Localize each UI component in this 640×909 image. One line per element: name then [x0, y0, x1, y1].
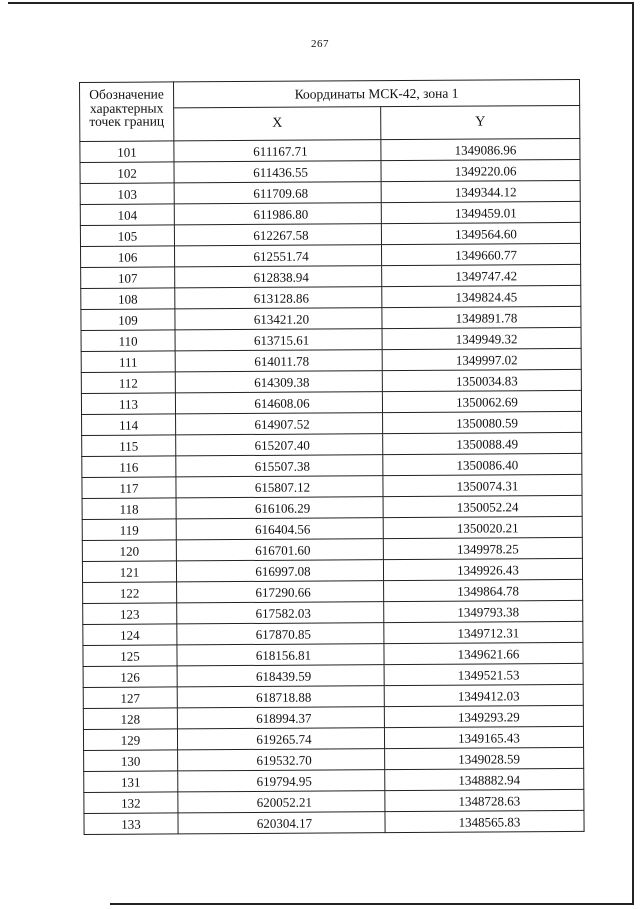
table-row [83, 621, 583, 645]
table-row [81, 390, 581, 414]
table-row [82, 537, 582, 561]
y-coordinate-cell: 1350074.31 [383, 474, 582, 496]
x-coordinate-cell: 619532.70 [178, 749, 385, 771]
table-row [81, 264, 581, 288]
table-row [80, 138, 580, 162]
x-coordinate-cell: 614309.38 [175, 371, 382, 393]
table-row [80, 159, 580, 183]
y-coordinate-cell: 1349564.60 [381, 222, 580, 244]
x-coordinate-cell: 611436.55 [174, 161, 381, 183]
table-body [80, 138, 584, 834]
point-id-cell: 120 [82, 540, 176, 562]
table-row [82, 558, 582, 582]
x-coordinate-cell: 615807.12 [176, 476, 383, 498]
point-id-cell: 101 [80, 141, 174, 163]
y-coordinate-cell: 1349028.59 [385, 747, 584, 769]
table-row [82, 495, 582, 519]
point-id-cell: 111 [81, 351, 175, 373]
table-row [81, 348, 581, 372]
point-id-cell: 125 [83, 645, 177, 667]
x-coordinate-cell: 617582.03 [177, 602, 384, 624]
x-coordinate-cell: 618718.88 [177, 686, 384, 708]
table-row [81, 369, 581, 393]
table-row [84, 747, 584, 771]
point-id-cell: 106 [81, 246, 175, 268]
table-row [84, 789, 584, 813]
y-coordinate-cell: 1349412.03 [384, 684, 583, 706]
x-coordinate-cell: 612551.74 [175, 245, 382, 267]
point-id-cell: 108 [81, 288, 175, 310]
page-number: 267 [311, 38, 329, 50]
point-id-cell: 122 [83, 582, 177, 604]
point-id-cell: 105 [80, 225, 174, 247]
x-coordinate-cell: 613715.61 [175, 329, 382, 351]
x-coordinate-cell: 611986.80 [174, 203, 381, 225]
table-row [81, 243, 581, 267]
x-coordinate-cell: 612267.58 [174, 224, 381, 246]
table-row [82, 474, 582, 498]
page-border-bottom [110, 903, 634, 905]
point-id-cell: 123 [83, 603, 177, 625]
x-coordinate-cell: 619794.95 [178, 770, 385, 792]
x-coordinate-cell: 618439.59 [177, 665, 384, 687]
y-coordinate-cell: 1350088.49 [383, 432, 582, 454]
x-coordinate-cell: 616997.08 [176, 560, 383, 582]
y-coordinate-cell: 1349220.06 [381, 159, 580, 181]
table-row [83, 705, 583, 729]
point-id-cell: 118 [82, 498, 176, 520]
table-row [81, 285, 581, 309]
page-border-right [632, 2, 634, 905]
point-id-cell: 131 [84, 771, 178, 793]
y-coordinate-cell: 1350080.59 [383, 411, 582, 433]
y-coordinate-cell: 1350034.83 [382, 369, 581, 391]
point-id-cell: 107 [81, 267, 175, 289]
point-id-cell: 130 [84, 750, 178, 772]
x-coordinate-cell: 614608.06 [175, 392, 382, 414]
page-border-top [8, 2, 632, 4]
point-id-cell: 132 [84, 792, 178, 814]
point-id-cell: 110 [81, 330, 175, 352]
x-coordinate-cell: 616404.56 [176, 518, 383, 540]
x-coordinate-cell: 619265.74 [177, 728, 384, 750]
point-id-cell: 112 [81, 372, 175, 394]
y-coordinate-cell: 1349891.78 [382, 306, 581, 328]
x-coordinate-cell: 615207.40 [176, 434, 383, 456]
table-row [84, 810, 584, 834]
table-row [83, 600, 583, 624]
point-id-cell: 119 [82, 519, 176, 541]
y-coordinate-cell: 1349521.53 [384, 663, 583, 685]
table-row [80, 222, 580, 246]
x-coordinate-cell: 611167.71 [174, 140, 381, 162]
y-coordinate-cell: 1348565.83 [385, 810, 584, 832]
x-coordinate-cell: 616701.60 [176, 539, 383, 561]
x-coordinate-cell: 616106.29 [176, 497, 383, 519]
point-id-cell: 104 [80, 204, 174, 226]
point-id-cell: 102 [80, 162, 174, 184]
y-coordinate-cell: 1350086.40 [383, 453, 582, 475]
x-coordinate-cell: 617290.66 [177, 581, 384, 603]
y-coordinate-cell: 1349926.43 [383, 558, 582, 580]
y-coordinate-cell: 1349165.43 [384, 726, 583, 748]
y-column-header: Y [381, 105, 580, 139]
table-row [82, 516, 582, 540]
y-coordinate-cell: 1349293.29 [384, 705, 583, 727]
point-id-cell: 128 [83, 708, 177, 730]
y-coordinate-cell: 1349978.25 [383, 537, 582, 559]
designation-header: Обозначение характерных точек границ [80, 82, 174, 142]
y-coordinate-cell: 1349997.02 [382, 348, 581, 370]
point-id-cell: 126 [83, 666, 177, 688]
y-coordinate-cell: 1349712.31 [384, 621, 583, 643]
x-coordinate-cell: 615507.38 [176, 455, 383, 477]
y-coordinate-cell: 1349660.77 [381, 243, 580, 265]
table-row [82, 453, 582, 477]
coordinates-system-header: Координаты МСК-42, зона 1 [174, 79, 580, 107]
table-row [82, 411, 582, 435]
x-coordinate-cell: 620052.21 [178, 791, 385, 813]
table-row [83, 684, 583, 708]
y-coordinate-cell: 1349621.66 [384, 642, 583, 664]
point-id-cell: 129 [83, 729, 177, 751]
y-coordinate-cell: 1349824.45 [382, 285, 581, 307]
x-coordinate-cell: 611709.68 [174, 182, 381, 204]
x-column-header: X [174, 107, 381, 141]
point-id-cell: 121 [82, 561, 176, 583]
point-id-cell: 115 [82, 435, 176, 457]
y-coordinate-cell: 1348882.94 [385, 768, 584, 790]
x-coordinate-cell: 614011.78 [175, 350, 382, 372]
x-coordinate-cell: 613421.20 [175, 308, 382, 330]
x-coordinate-cell: 614907.52 [176, 413, 383, 435]
point-id-cell: 116 [82, 456, 176, 478]
table-row [83, 642, 583, 666]
table-row [81, 327, 581, 351]
x-coordinate-cell: 613128.86 [175, 287, 382, 309]
y-coordinate-cell: 1350062.69 [382, 390, 581, 412]
x-coordinate-cell: 618994.37 [177, 707, 384, 729]
point-id-cell: 117 [82, 477, 176, 499]
y-coordinate-cell: 1349086.96 [381, 138, 580, 160]
table-row [82, 432, 582, 456]
table-row [83, 663, 583, 687]
point-id-cell: 109 [81, 309, 175, 331]
table-row [80, 201, 580, 225]
table-row [84, 768, 584, 792]
coordinates-table [79, 79, 585, 835]
x-coordinate-cell: 620304.17 [178, 812, 385, 834]
table-row [80, 180, 580, 204]
y-coordinate-cell: 1349459.01 [381, 201, 580, 223]
table-row [83, 726, 583, 750]
table-row [83, 579, 583, 603]
point-id-cell: 127 [83, 687, 177, 709]
y-coordinate-cell: 1348728.63 [385, 789, 584, 811]
y-coordinate-cell: 1349949.32 [382, 327, 581, 349]
point-id-cell: 113 [81, 393, 175, 415]
point-id-cell: 103 [80, 183, 174, 205]
x-coordinate-cell: 617870.85 [177, 623, 384, 645]
y-coordinate-cell: 1349344.12 [381, 180, 580, 202]
point-id-cell: 133 [84, 813, 178, 835]
x-coordinate-cell: 618156.81 [177, 644, 384, 666]
x-coordinate-cell: 612838.94 [175, 266, 382, 288]
y-coordinate-cell: 1349747.42 [382, 264, 581, 286]
y-coordinate-cell: 1349864.78 [384, 579, 583, 601]
point-id-cell: 124 [83, 624, 177, 646]
y-coordinate-cell: 1349793.38 [384, 600, 583, 622]
y-coordinate-cell: 1350020.21 [383, 516, 582, 538]
point-id-cell: 114 [82, 414, 176, 436]
table-row [81, 306, 581, 330]
y-coordinate-cell: 1350052.24 [383, 495, 582, 517]
